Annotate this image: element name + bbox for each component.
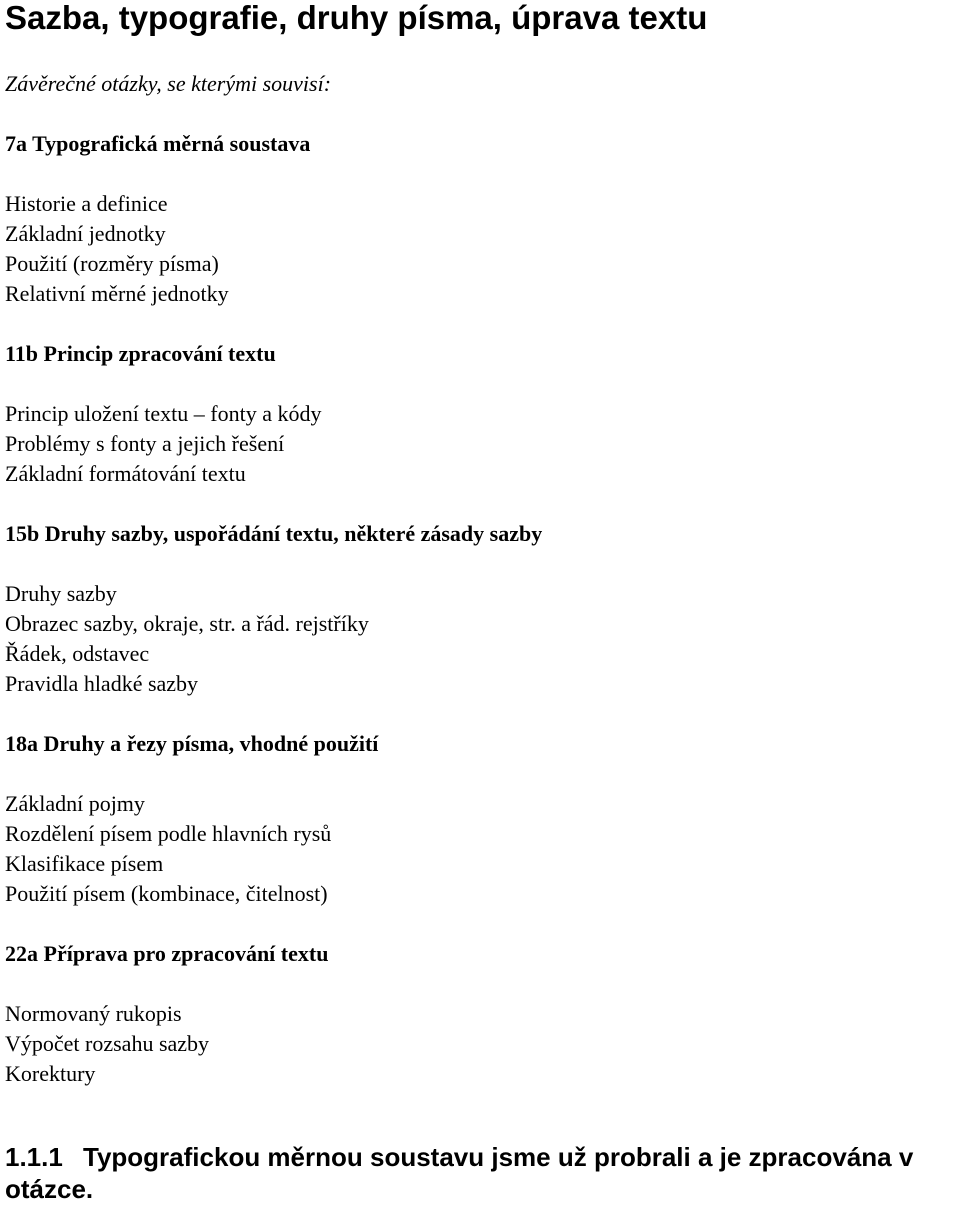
topic-item: Klasifikace písem: [5, 851, 164, 876]
topic-item: Obrazec sazby, okraje, str. a řád. rejstříky: [5, 611, 369, 636]
section-11b: [5, 339, 955, 489]
subsection-number: 1.1.1: [5, 1142, 63, 1172]
document-title: Sazba, typografie, druhy písma, úprava textu: [5, 0, 708, 36]
topic-item: Řádek, odstavec: [5, 641, 150, 666]
section-topic-list: [5, 189, 955, 309]
section-heading: 18a Druhy a řezy písma, vhodné použití: [5, 731, 379, 756]
topic-item: Základní jednotky: [5, 221, 166, 246]
topic-item: Výpočet rozsahu sazby: [5, 1031, 210, 1056]
section-15b: [5, 519, 955, 699]
section-22a: [5, 939, 955, 1089]
topic-item: Problémy s fonty a jejich řešení: [5, 431, 285, 456]
section-topic-list: [5, 399, 955, 489]
topic-item: Použití písem (kombinace, čitelnost): [5, 881, 328, 906]
topic-item: Základní formátování textu: [5, 461, 246, 486]
topic-item: Pravidla hladké sazby: [5, 671, 199, 696]
topic-item: Základní pojmy: [5, 791, 145, 816]
section-heading: 22a Příprava pro zpracování textu: [5, 941, 329, 966]
topic-item: Použití (rozměry písma): [5, 251, 219, 276]
topic-item: Rozdělení písem podle hlavních rysů: [5, 821, 332, 846]
topic-item: Normovaný rukopis: [5, 1001, 182, 1026]
section-topic-list: [5, 579, 955, 699]
topic-item: Korektury: [5, 1061, 96, 1086]
section-heading: 15b Druhy sazby, uspořádání textu, některé zásady sazby: [5, 521, 543, 546]
topic-item: Historie a definice: [5, 191, 168, 216]
subsection-heading: [5, 1141, 960, 1205]
section-7a: [5, 129, 955, 309]
intro-text: Závěrečné otázky, se kterými souvisí:: [5, 71, 332, 96]
topic-item: Princip uložení textu – fonty a kódy: [5, 401, 322, 426]
section-topic-list: [5, 999, 955, 1089]
subsection-text: Typografickou měrnou soustavu jsme už probrali a je zpracována v otázce.: [5, 1142, 914, 1204]
section-topic-list: [5, 789, 955, 909]
topic-item: Relativní měrné jednotky: [5, 281, 229, 306]
sections-container: [5, 129, 955, 1119]
section-heading: 11b Princip zpracování textu: [5, 341, 276, 366]
section-heading: 7a Typografická měrná soustava: [5, 131, 311, 156]
topic-item: Druhy sazby: [5, 581, 117, 606]
section-18a: [5, 729, 955, 909]
